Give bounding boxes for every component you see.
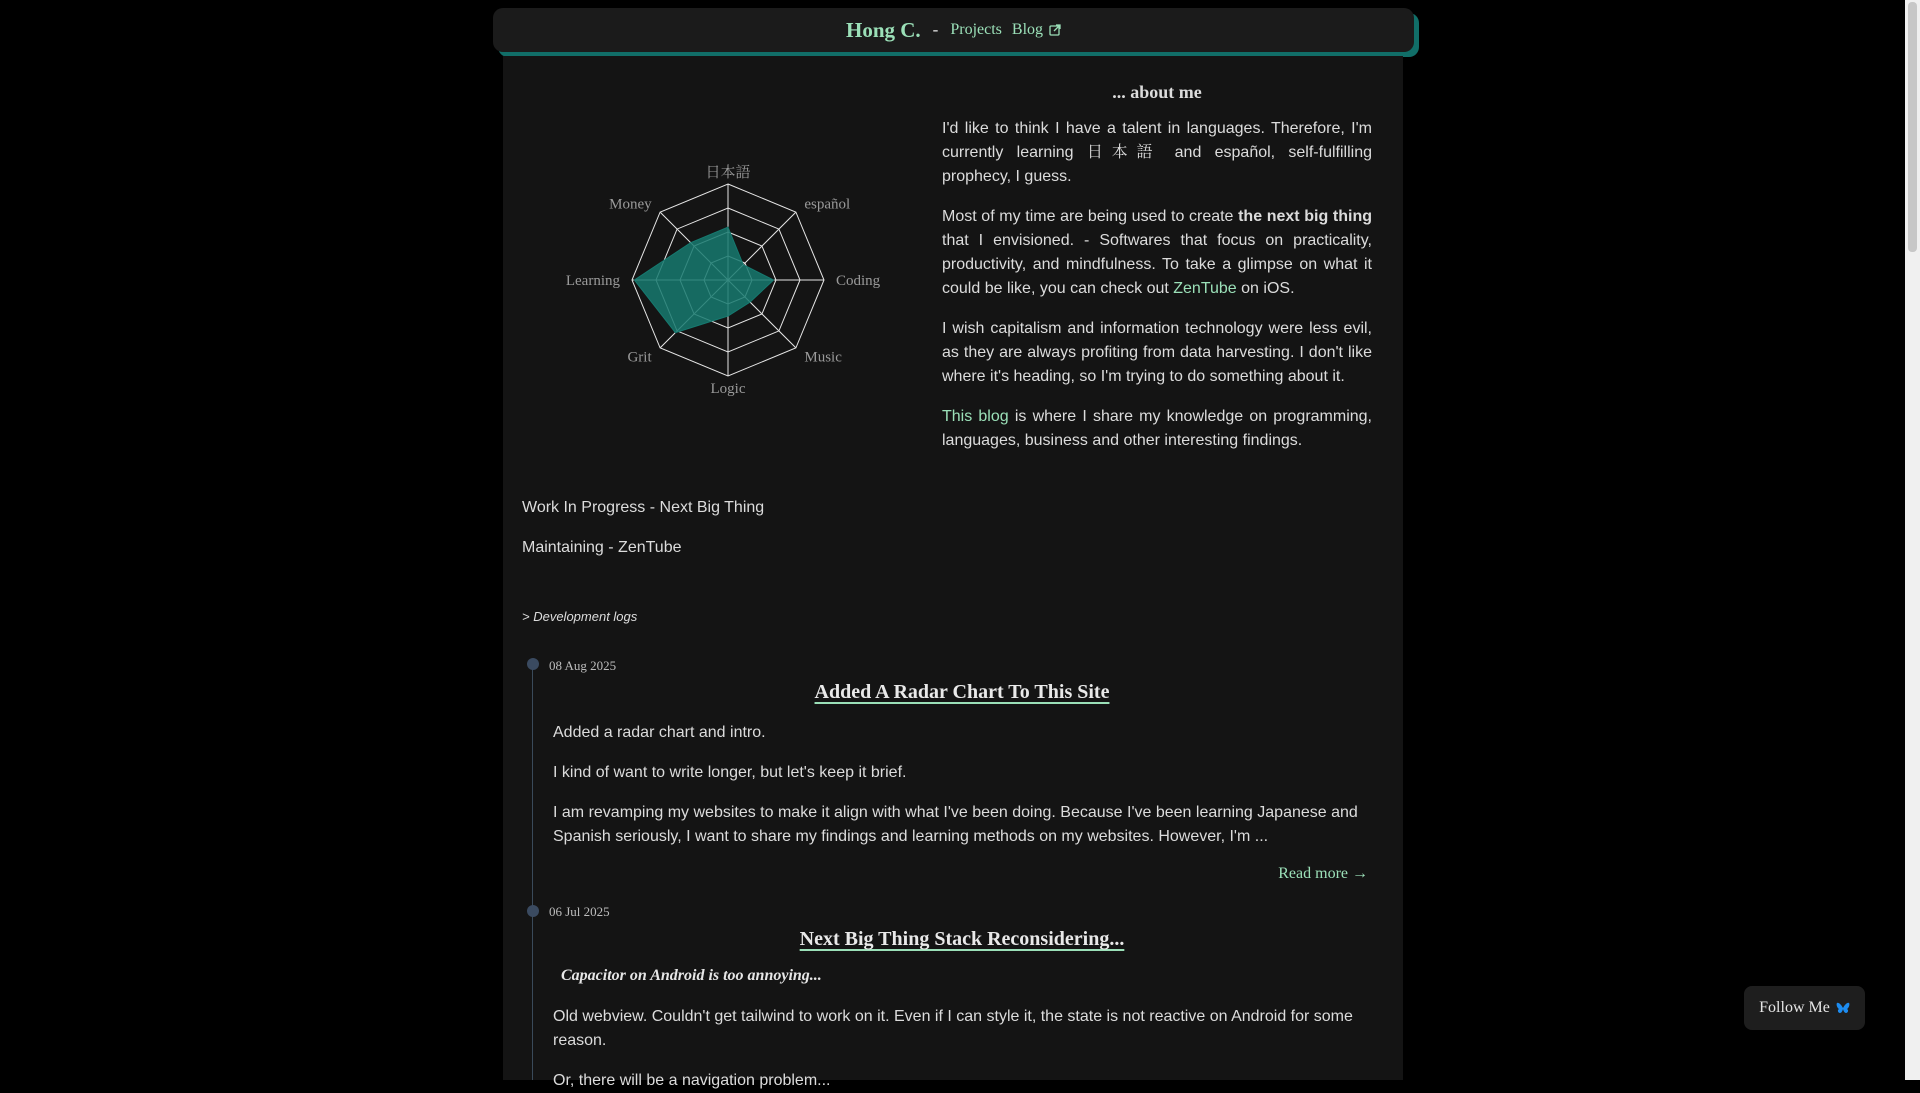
butterfly-icon [1836,1002,1850,1015]
about-p4-end: is where I share my knowledge on programming, languages, business and other interesting findings. [942,408,1372,449]
skills-radar-chart [545,150,905,410]
nav-separator: - [932,20,939,39]
about-p2-mid: that I envisioned. - Softwares that focus on practicality, productivity, and mindfulness. To take a glimpse on what it could be like, you can check out [942,232,1372,297]
radar-data-area [634,227,773,332]
follow-me-label: Follow Me [1759,999,1830,1016]
radar-axis-label: Grit [627,349,652,366]
nav-projects-label: Projects [950,21,1002,38]
post-date: 08 Aug 2025 [549,658,617,673]
radar-axis-label: Coding [836,273,881,289]
timeline-dot [527,905,539,917]
nav-link-projects[interactable] [950,21,1002,39]
radar-axis-label: 日本語 [705,165,751,181]
development-logs-toggle[interactable]: > Development logs [522,609,638,624]
about-section [942,80,1372,469]
zentube-link[interactable]: ZenTube [1173,280,1237,297]
post-date: 06 Jul 2025 [549,904,610,919]
nav-blog-label: Blog [1011,21,1044,38]
post-title[interactable]: Added A Radar Chart To This Site [814,681,1110,703]
top-nav [493,8,1414,52]
timeline-line [532,664,533,1080]
radar-axis-label: Logic [710,381,746,397]
post-title[interactable]: Next Big Thing Stack Reconsidering... [799,928,1125,950]
timeline-dot [527,658,539,670]
post-paragraph: I am revamping my websites to make it align with what I've been doing. Because I've been learning Japanese and Spanish seriously, I want to share my findings and learning methods on my websites. However, I'm ... [553,804,1358,845]
status-maintaining: Maintaining - ZenTube [522,539,682,556]
follow-me-button[interactable] [1744,986,1865,1030]
about-paragraph-3: I wish capitalism and information technology were less evil, as they are always profiting from data harvesting. I don't like where it's heading, so I'm trying to do something about it. [942,320,1372,385]
status-wip: Work In Progress - Next Big Thing [522,499,765,516]
post-subtitle: Capacitor on Android is too annoying... [561,967,822,984]
read-more-link[interactable]: Read more → [1278,865,1368,882]
this-blog-link[interactable]: This blog [942,408,1009,425]
scrollbar-thumb[interactable] [1908,2,1917,252]
radar-axis-label: Music [804,349,842,366]
radar-axis-label: Learning [565,273,620,289]
radar-axis-label: Money [609,196,652,213]
nav-link-blog[interactable] [1012,21,1061,39]
post-paragraph: Added a radar chart and intro. [553,724,766,741]
about-paragraph-4 [942,405,1372,453]
external-link-icon [1049,24,1061,36]
post-paragraph: Old webview. Couldn't get tailwind to work on it. Even if I can style it, the state is not reactive on Android for some reason. [553,1008,1353,1049]
site-brand[interactable]: Hong C. [845,17,921,42]
post-paragraph: I kind of want to write longer, but let's keep it brief. [553,764,907,781]
about-p2-end: on iOS. [1236,280,1295,297]
post-paragraph: Or, there will be a navigation problem... [553,1072,831,1089]
radar-axis-label: español [804,196,851,213]
about-paragraph-2 [942,205,1372,301]
about-paragraph-1: I'd like to think I have a talent in languages. Therefore, I'm currently learning 日本語 and español, self-fulfilling prophecy, I guess. [942,120,1372,185]
about-heading: ... about me [1112,82,1202,102]
about-p2-bold: the next big thing [1238,208,1372,225]
about-p2-start: Most of my time are being used to create [942,208,1239,225]
